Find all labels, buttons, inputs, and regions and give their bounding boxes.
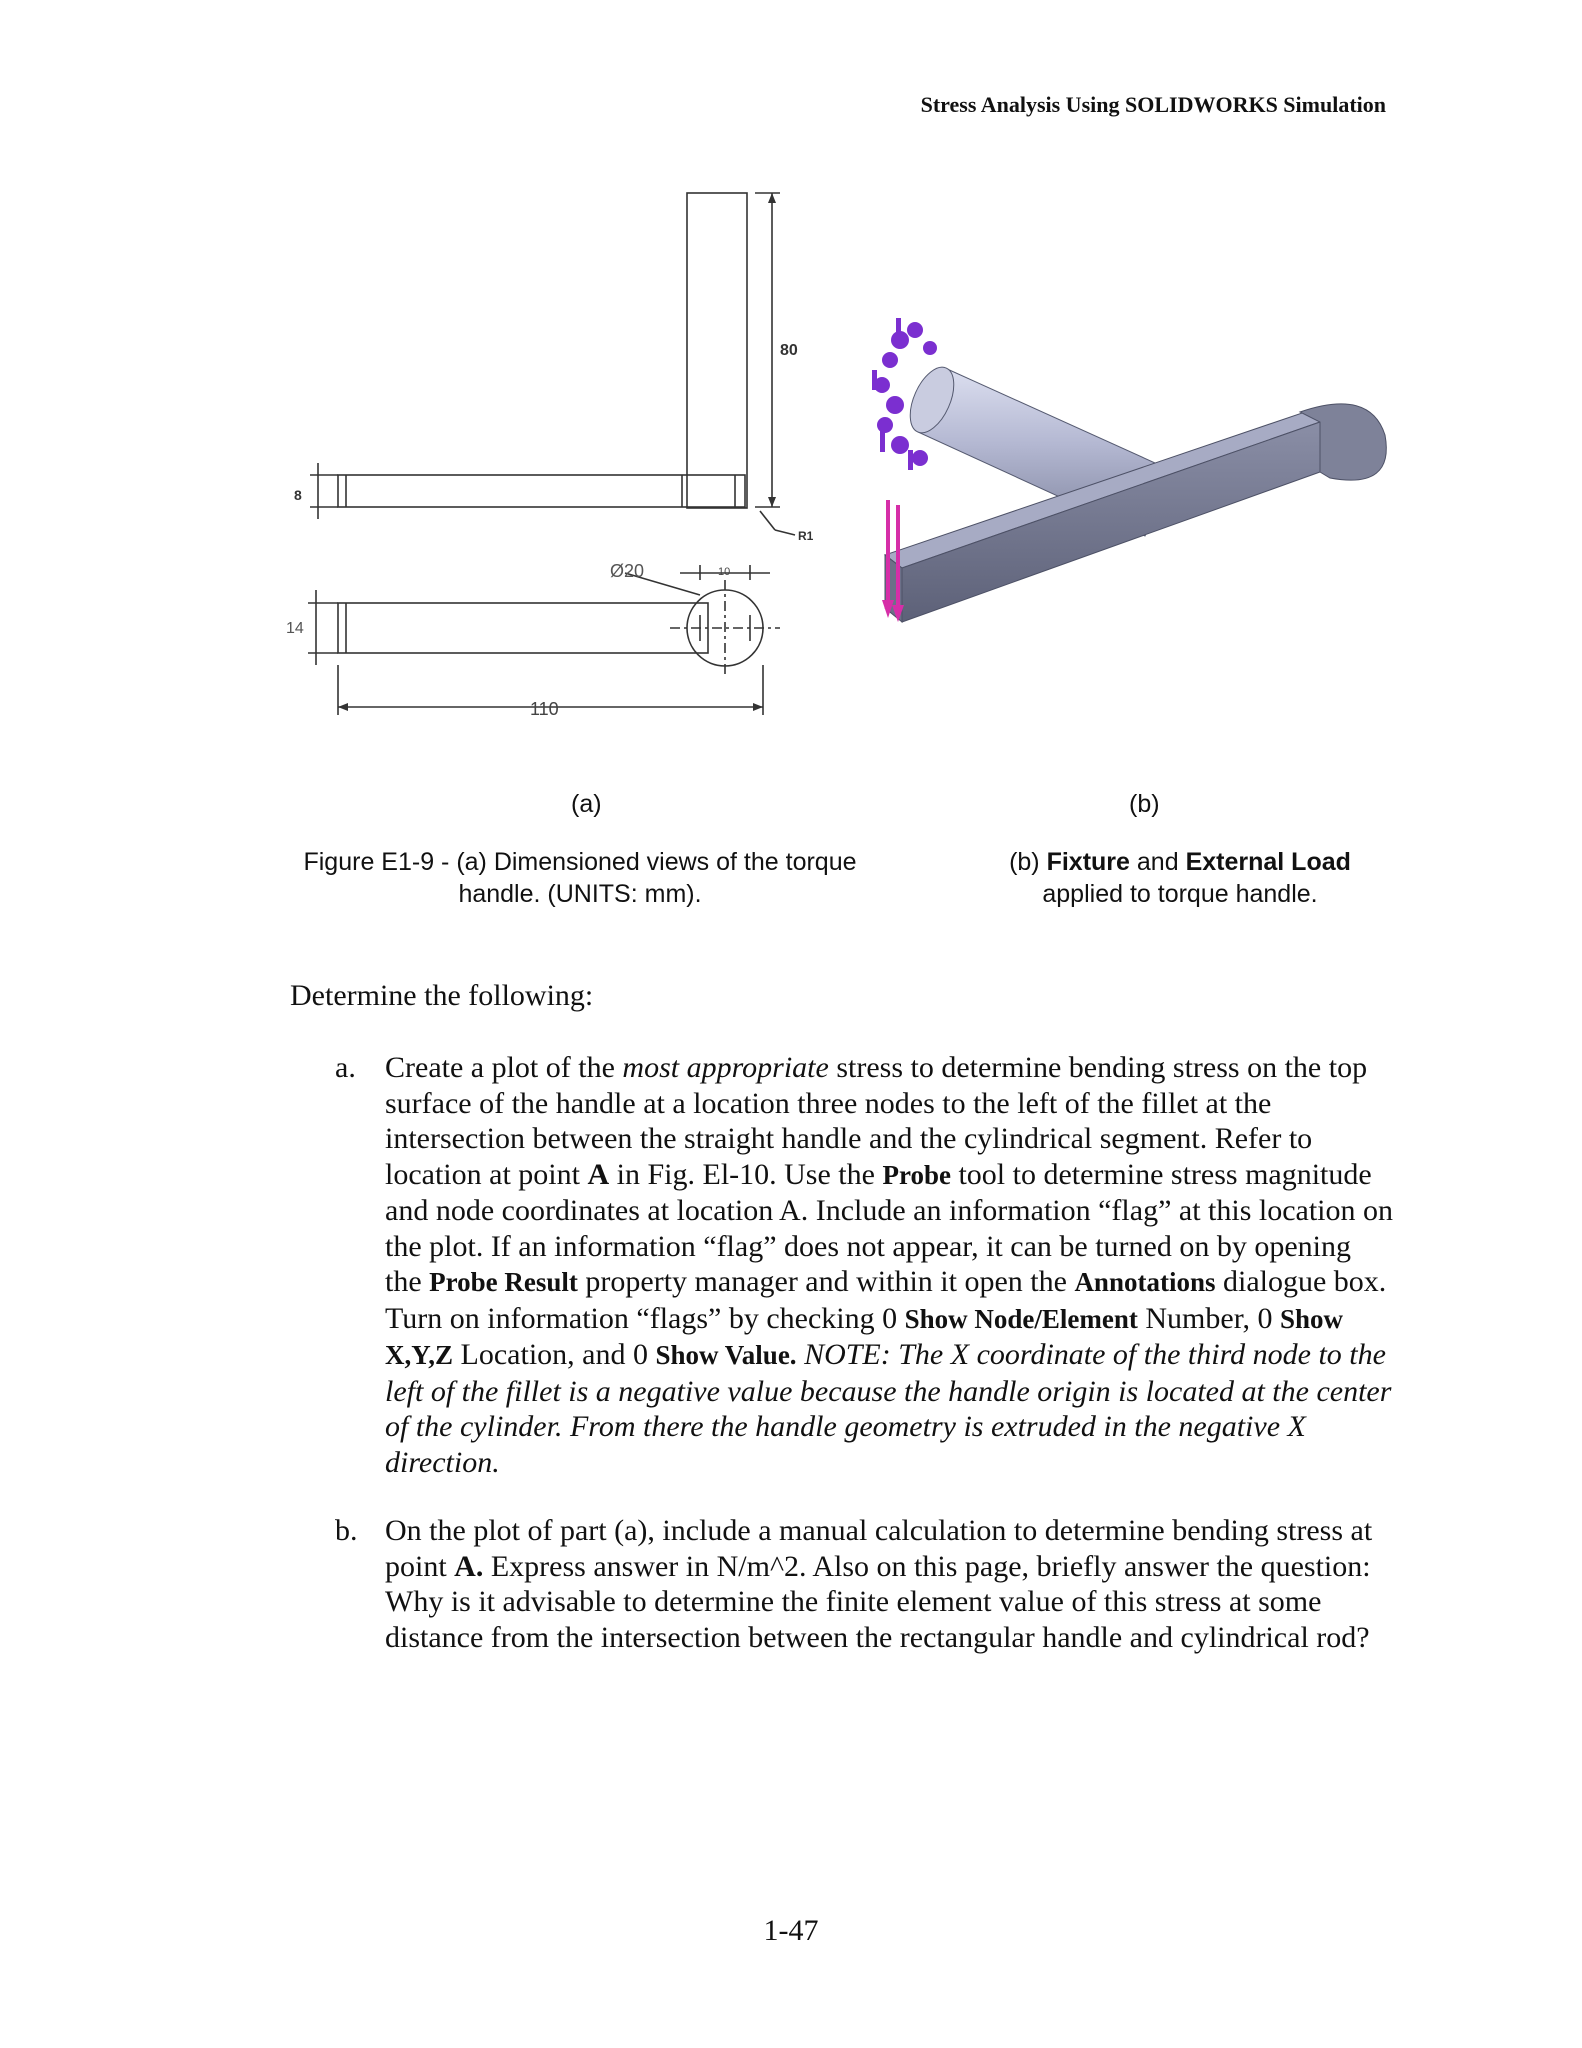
list-item-b <box>335 1513 1395 1655</box>
caption-b-prefix: (b) <box>1009 848 1040 876</box>
intro-text: Determine the following: <box>290 979 594 1012</box>
list-marker-a: a. <box>335 1051 356 1084</box>
page-number: 1-47 <box>763 1914 819 1947</box>
caption-a-line2: handle. (UNITS: mm). <box>458 880 702 908</box>
caption-b-line2: applied to torque handle. <box>1042 880 1318 908</box>
dim-80: 80 <box>780 342 798 359</box>
list-item-b-text: On the plot of part (a), include a manual calculation to determine bending stress at point A. Express answer in N/m^2. Also on this page, briefly answer the question: Why is it advisable to determine the finite element value of this stress at some distance from the intersection between the rectangular handle and cylindrical rod? <box>385 1514 1373 1654</box>
vertical-arm <box>687 193 747 508</box>
dim-14: 14 <box>286 620 304 637</box>
caption-b-and: and <box>1136 848 1179 876</box>
panel-label-b: (b) <box>1129 790 1160 818</box>
dim-diameter: Ø20 <box>610 561 645 581</box>
caption-b <box>975 846 1385 910</box>
running-header: Stress Analysis Using SOLIDWORKS Simulation <box>920 92 1386 117</box>
list-item-a <box>335 1050 1395 1480</box>
list-marker-b: b. <box>335 1514 358 1547</box>
caption-b-external-load: External Load <box>1185 848 1351 876</box>
figure-b-render <box>860 300 1400 670</box>
figure-a-drawing <box>280 185 840 730</box>
horizontal-handle-top <box>338 475 745 507</box>
dim-r1: R1 <box>798 529 814 543</box>
list-item-a-text: Create a plot of the most appropriate stress to determine bending stress on the top surface of the handle at a location three nodes to the left of the fillet at the intersection between the straight handle and the cylindrical segment. Refer to location at point A in Fig. El-10. Use the Probe tool to determine stress magnitude and node coordinates at location A. Include an information “flag” at this location on the plot. If an information “flag” does not appear, it can be turned on by opening the Probe Result property manager and within it open the Annotations dialogue box. Turn on information “flags” by checking 0 Show Node/Element Number, 0 Show X,Y,Z Location, and 0 Show Value. NOTE: The X coordinate of the third node to the left of the fillet is a negative value because the handle origin is located at the center of the cylinder. From there the handle geometry is extruded in the negative X direction. <box>385 1051 1394 1479</box>
dim-8: 8 <box>294 487 302 503</box>
caption-a <box>290 846 870 910</box>
dim-110: 110 <box>530 699 559 719</box>
horizontal-handle-bottom <box>338 603 708 653</box>
caption-b-fixture: Fixture <box>1046 848 1130 876</box>
caption-a-line1: Figure E1-9 - (a) Dimensioned views of the torque <box>303 848 857 876</box>
dim-10: 10 <box>718 566 731 578</box>
panel-label-a: (a) <box>571 790 602 818</box>
